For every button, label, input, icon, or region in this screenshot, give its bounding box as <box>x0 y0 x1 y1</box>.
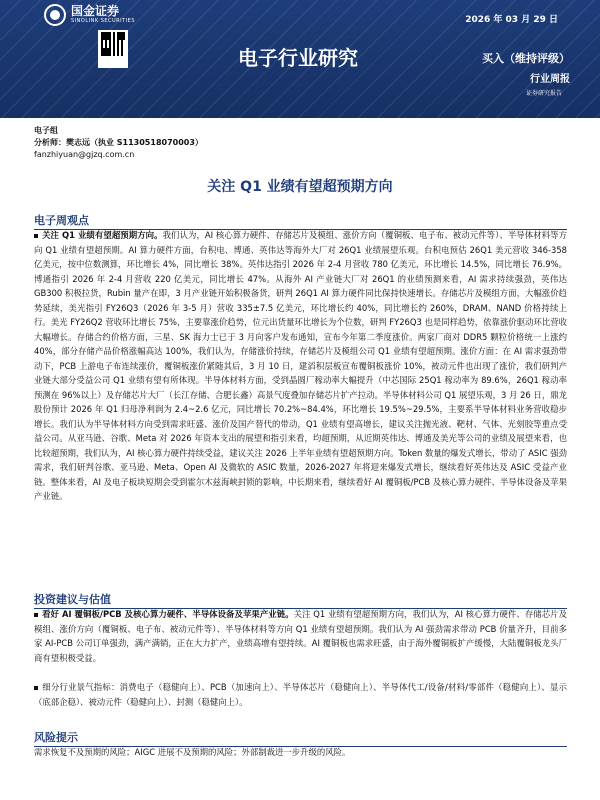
industry-indicators: 细分行业景气指标：消费电子（稳健向上）、PCB（加速向上）、半导体芯片（稳健向上）、半导体代工/设备/材料/零部件（稳健向上）、显示（底部企稳）、被动元件（稳健向上）、封测（稳健向上）。 <box>34 682 567 707</box>
risk-paragraph: 需求恢复不及预期的风险；AIGC 进展不及预期的风险；外部制裁进一步升级的风险。 <box>34 747 351 757</box>
analyst-email[interactable]: fanzhiyuan@gjzq.com.cn <box>34 150 135 159</box>
report-kind: 行业周报 <box>530 74 570 85</box>
invest-paragraph-1 <box>34 607 567 665</box>
analyst-info <box>34 125 203 161</box>
section-heading-risk: 风险提示 <box>34 729 567 747</box>
bullet-icon <box>34 613 38 617</box>
report-header <box>0 0 600 118</box>
logo <box>44 4 135 26</box>
report-date: 2026 年 03 月 29 日 <box>465 15 558 25</box>
weekly-lead: 关注 Q1 业绩有望超预期方向。 <box>42 230 163 240</box>
report-title: 关注 Q1 业绩有望超预期方向 <box>207 179 393 195</box>
analyst-name: 分析师：樊志远（执业 S1130518070003） <box>34 138 203 147</box>
report-type: 证券研究报告 <box>525 90 562 97</box>
qr-code-icon <box>101 32 125 56</box>
invest-body: 关注 Q1 业绩有望超预期方向，我们认为，AI 核心算力硬件、存储芯片及模组、涨价方向（覆铜板、电子布、被动元件等）、半导体材料等方向 Q1 业绩有望超预期。我们认为 AI 强劲需求带动 PCB 价量齐升，目前多家 AI-PCB 公司订单强劲，满产满销，正在大力扩产，业绩高增有望持续。AI 覆铜板也需求旺盛，由于海外覆铜板扩产缓慢，大陆覆铜板龙头厂商有望积极受益。 <box>34 609 567 663</box>
group-name: 电子组 <box>34 126 58 135</box>
logo-icon <box>44 4 66 26</box>
logo-name-cn: 国金证券 <box>71 4 120 18</box>
rating: 买入（维持评级） <box>482 52 570 65</box>
bullet-icon <box>34 686 38 690</box>
weekly-body: 我们认为，AI 核心算力硬件、存储芯片及模组、涨价方向（覆铜板、电子布、被动元件等）、半导体材料等方向 Q1 业绩有望超预期。AI 算力硬件方面，台积电、博通、英伟达等海外大厂对 26Q1 业绩展望乐观。台积电预估 26Q1 美元营收 346-358 亿美元，按中位数测算，环比增长 4%，同比增长 38%。英伟达指引 2026 年 2-4 月营收 780 亿美元，环比增长 14.5%，同比增长 76.9%。博通指引 2026 年 2-4 月营收 220 亿美元，同比增长 47%。从海外 AI 产业链大厂对 26Q1 的业绩预测来看，AI 需求持续强劲，英伟达 GB300 积极拉货，Rubin 量产在即，3 月产业链开始积极备货，研判 26Q1 AI 算力硬件同比保持快速增长。存储芯片及模组方面，大幅涨价趋势延续，美光指引 FY26Q3（2026 年 3-5 月）营收 335±7.5 亿美元，环比增长约 40%，同比增长约 260%，DRAM、NAND 价格持续上行。美光 FY26Q2 营收环比增长 75%，主要靠涨价趋势，位元出货量环比增长为个位数，研判 FY26Q3 也是同样趋势，依靠涨价驱动环比营收大幅增长。存储合约价格方面，三星、SK 海力士已于 3 月向客户发布通知，宣布今年第二季度涨价。两家厂商对 DDR5 颗粒价格统一上涨约 40%，部分存储产品价格涨幅高达 100%，我们认为，存储涨价持续，存储芯片及模组公司 Q1 业绩有望超预期。涨价方面：在 AI 需求强劲带动下，PCB 上游电子布连续涨价，覆铜板涨价紧随其后，3 月 10 日，建滔积层板宣布覆铜板涨价 10%，被动元件也出现了涨价，我们研判产业链大部分受益公司 Q1 业绩有望有所体现。半导体材料方面，受到晶圆厂稼动率大幅提升（中芯国际 25Q1 稼动率为 89.6%，26Q1 稼动率预测在 96%以上）及存储芯片大厂（长江存储、合肥长鑫）高景气度叠加存储芯片扩产拉动。半导体材料公司 Q1 展望乐观，3 月 26 日，鼎龙股份预计 2026 年 Q1 归母净利润为 2.4~2.6 亿元，同比增长 70.2%~84.4%，环比增长 19.5%~29.5%，主要系半导体材料业务营收稳步增长。我们认为半导体材料方向受到需求旺盛、涨价及国产替代的带动，Q1 业绩有望高增长，建议关注抛光液、靶材、气体、光刻胶等重点受益公司。从亚马逊、谷歌、Meta 对 2026 年资本支出的展望和指引来看，均超预期，从近期英伟达、博通及美光等公司的业绩及展望来看，也比较超预期，我们认为，AI 核心算力硬件持续受益，建议关注 2026 上半年业绩有望超预期方向。Token 数量的爆发式增长，带动了 ASIC 强劲需求，我们研判谷歌、亚马逊、Meta、Open AI 及微软的 ASIC 数量，2026-2027 年将迎来爆发式增长，继续看好英伟达及 ASIC 受益产业链。整体来看，AI 及电子板块短期会受到霍尔木兹海峡封锁的影响，中长期来看，继续看好 AI 覆铜板/PCB 及核心算力硬件、半导体设备及苹果产业链。 <box>34 230 567 501</box>
invest-paragraph-2 <box>34 680 567 709</box>
qr-code <box>98 30 128 68</box>
logo-name-en: SINOLINK SECURITIES <box>71 18 135 24</box>
section-heading-invest: 投资建议与估值 <box>34 591 567 609</box>
bullet-icon <box>34 234 38 238</box>
invest-lead: 看好 AI 覆铜板/PCB 及核心算力硬件、半导体设备及苹果产业链。 <box>42 609 294 619</box>
section-heading-weekly: 电子周观点 <box>34 212 567 230</box>
weekly-paragraph <box>34 228 567 504</box>
header-title: 电子行业研究 <box>238 46 358 70</box>
